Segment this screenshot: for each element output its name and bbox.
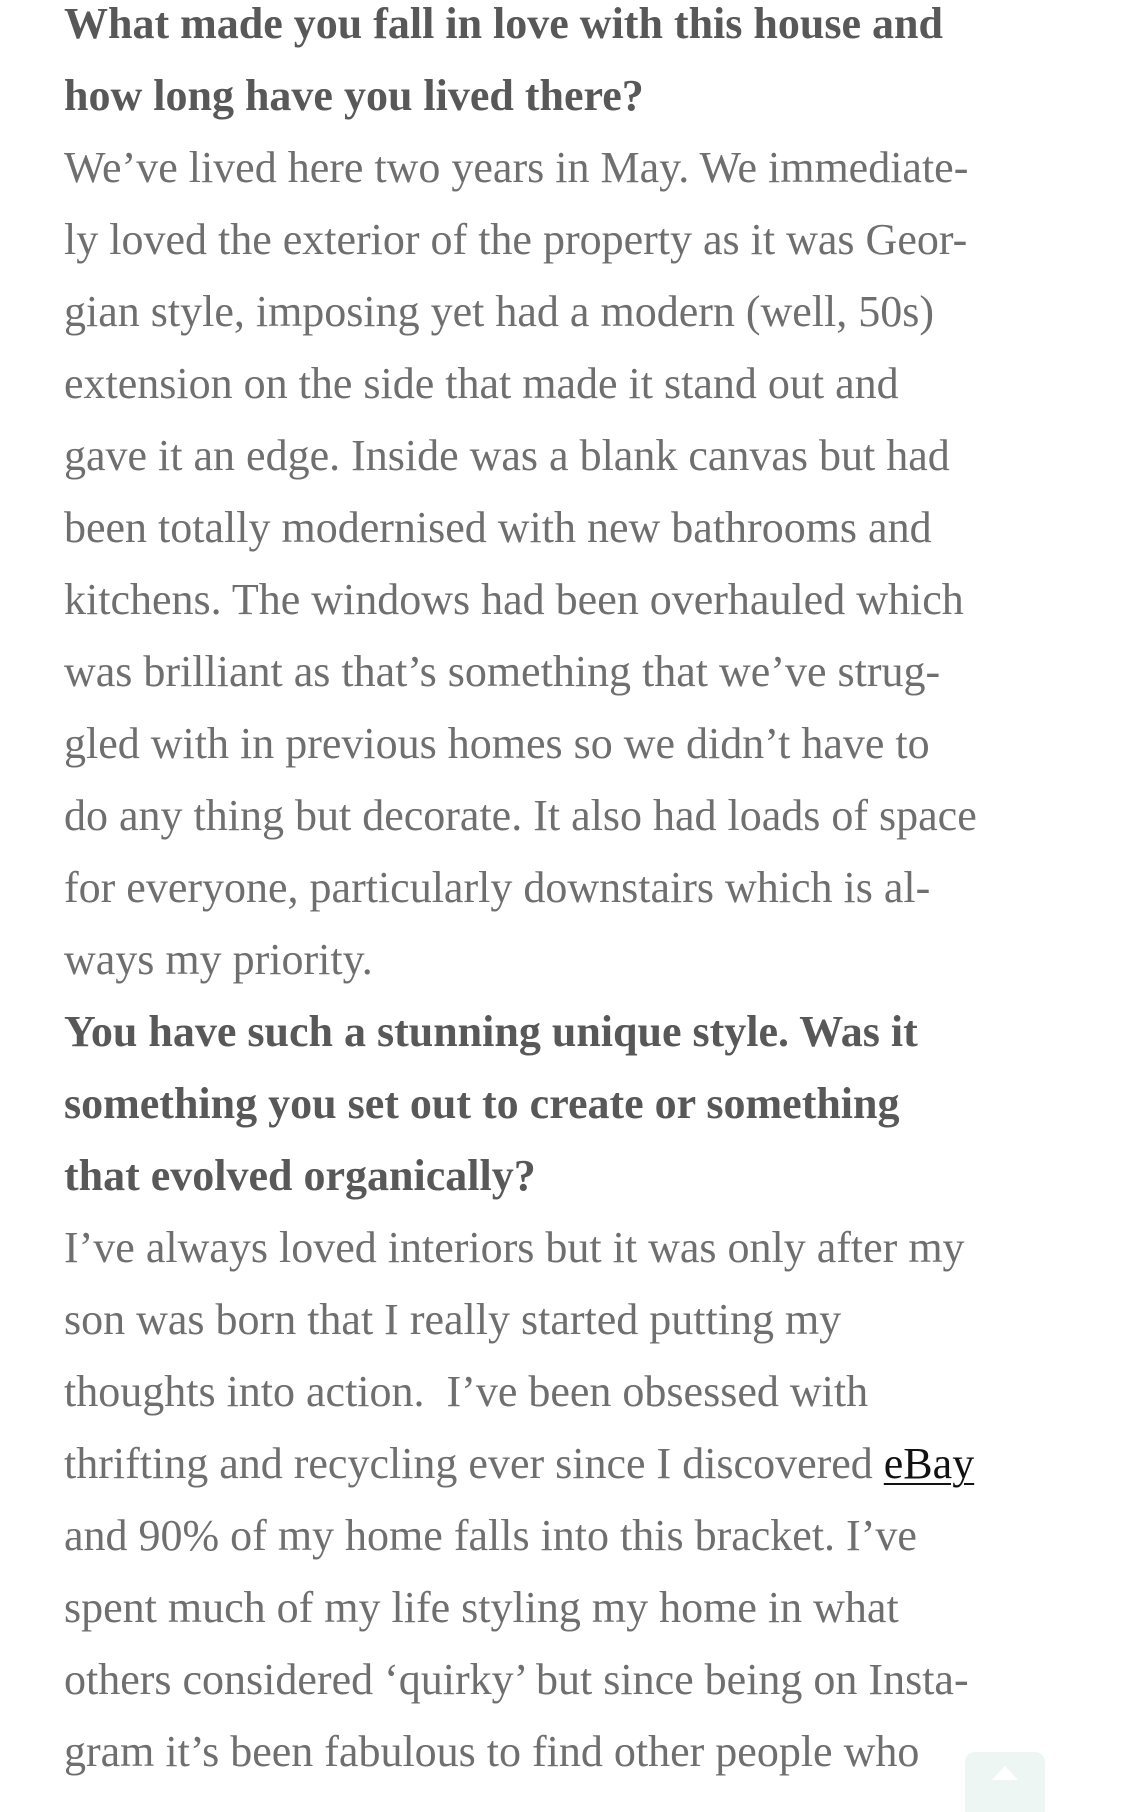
answer-line: son was born that I really started putting my — [64, 1295, 842, 1344]
article-body — [64, 0, 1074, 1788]
back-to-top-button[interactable] — [965, 1752, 1045, 1812]
answer-line: others considered ‘quirky’ but since being on Insta- — [64, 1655, 969, 1704]
question-heading: how long have you lived there? — [64, 71, 644, 120]
answer-line: been totally modernised with new bathrooms and — [64, 503, 932, 552]
answer-line-text: thrifting and recycling ever since I discovered — [64, 1439, 884, 1488]
answer-line: kitchens. The windows had been overhauled which — [64, 575, 964, 624]
answer-line: spent much of my life styling my home in what — [64, 1583, 899, 1632]
answer-line: gled with in previous homes so we didn’t have to — [64, 719, 930, 768]
question-heading: something you set out to create or something — [64, 1079, 900, 1128]
answer-line: for everyone, particularly downstairs which is al- — [64, 863, 931, 912]
answer-line: extension on the side that made it stand out and — [64, 359, 899, 408]
question-heading: What made you fall in love with this house and — [64, 0, 943, 48]
question-heading: that evolved organically? — [64, 1151, 536, 1200]
answer-line: gian style, imposing yet had a modern (well, 50s) — [64, 287, 935, 336]
ebay-link[interactable]: eBay — [883, 1439, 975, 1488]
answer-line: was brilliant as that’s something that we’ve strug- — [64, 647, 941, 696]
answer-line: ly loved the exterior of the property as it was Geor- — [64, 215, 968, 264]
answer-line: gram it’s been fabulous to find other people who — [64, 1727, 920, 1776]
answer-line-with-link — [64, 1428, 1074, 1500]
answer-line: ways my priority. — [64, 935, 373, 984]
answer-line: thoughts into action. I’ve been obsessed with — [64, 1367, 869, 1416]
answer-line: do any thing but decorate. It also had loads of space — [64, 791, 977, 840]
question-heading: You have such a stunning unique style. Was it — [64, 1007, 918, 1056]
answer-line: gave it an edge. Inside was a blank canvas but had — [64, 431, 950, 480]
answer-line: We’ve lived here two years in May. We immediate- — [64, 143, 969, 192]
answer-line: I’ve always loved interiors but it was only after my — [64, 1223, 965, 1272]
answer-line: and 90% of my home falls into this bracket. I’ve — [64, 1511, 917, 1560]
chevron-up-icon — [990, 1764, 1020, 1782]
